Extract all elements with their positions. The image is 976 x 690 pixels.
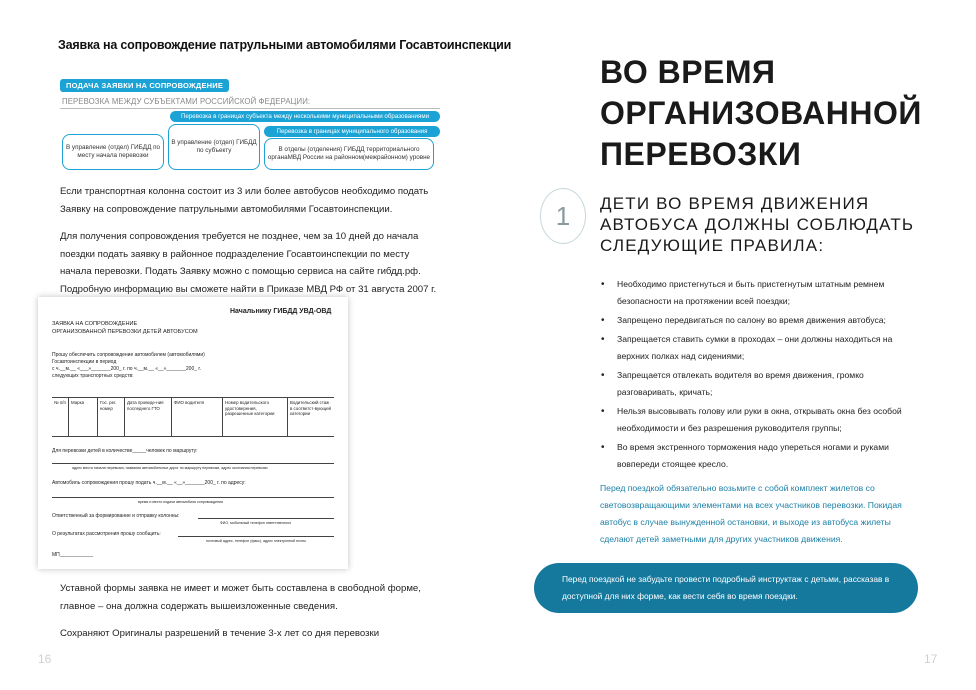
form-caption-responsible: ФИО, мобильный телефон ответственного [220, 521, 292, 525]
form-request-2: Госавтоинспекции в период [52, 359, 117, 365]
form-addressee: Начальнику ГИБДД УВД-ОВД [230, 308, 332, 315]
rule-text: Нельзя высовывать голову или руки в окна, открывать окна без особой необходимости и без разрешения руководителя группы; [617, 406, 902, 433]
title-line-1: ВО ВРЕМЯ [600, 54, 776, 90]
subheading-line-2: АВТОБУСА ДОЛЖНЫ СОБЛЮДАТЬ [600, 215, 915, 234]
rule-text: Запрещено передвигаться по салону во время движения автобуса; [617, 315, 886, 325]
left-page-title: Заявка на сопровождение патрульными автомобилями Госавтоинспекции [58, 38, 512, 52]
rule-item: • Запрещается отвлекать водителя во время движения, громко разговаривать, кричать; [601, 370, 864, 397]
right-page-title [600, 52, 922, 175]
rule-item: • Необходимо пристегнуться и быть пристегнутым штатным ремнем безопасности на протяжении всей поездки; [601, 279, 885, 306]
flow-box-subject: В управление (отдел) ГИБДД по субъекту [168, 124, 260, 170]
rule-item: • Запрещается ставить сумки в проходах – они должны находиться на верхних полках над сидениями; [601, 334, 893, 361]
subheading-line-1: ДЕТИ ВО ВРЕМЯ ДВИЖЕНИЯ [600, 194, 870, 213]
form-line-results: О результатах рассмотрения прошу сообщить: [52, 531, 161, 537]
subheading-line-3: СЛЕДУЮЩИЕ ПРАВИЛА: [600, 236, 825, 255]
page-number-left: 16 [38, 652, 52, 666]
flow-box-origin: В управление (отдел) ГИБДД по месту начала перевозки [62, 134, 164, 170]
paragraph-free-form: Уставной формы заявка не имеет и может быть составлена в свободной форме, главное – она должна содержать вышеизложенные сведения. [60, 583, 421, 612]
flow-subtitle: ПЕРЕВОЗКА МЕЖДУ СУБЪЕКТАМИ РОССИЙСКОЙ ФЕДЕРАЦИИ: [62, 97, 311, 106]
paragraph-retention: Сохраняют Оригиналы разрешений в течение 3-х лет со дня перевозки [60, 628, 380, 639]
flow-pill-intermunicipal: Перевозка в границах субъекта между несколькими муниципальными образованиями [170, 111, 440, 122]
form-line-escort: Автомобиль сопровождения прошу подать ч.__м.__ «__»_______200_ г. по адресу: [52, 480, 246, 486]
rules-subheading [600, 193, 914, 256]
form-line-responsible: Ответственный за формирование и отправку колонны: [52, 513, 180, 519]
form-request-3: с ч.__м.__ «___»_______200_ г. по ч.__м.__ «__»_______200_ г. [52, 366, 202, 372]
rules-list [600, 276, 920, 475]
form-caption-results: почтовый адрес, телефон (факс), адрес электронной почты [206, 539, 306, 543]
form-vehicle-table [52, 397, 334, 437]
page-number-right: 17 [924, 652, 938, 666]
vests-note: Перед поездкой обязательно возьмите с собой комплект жилетов со световозвращающими элементами на всех участников перевозки. Покидая автобус в случае вынужденной остановки, и выходе из автобуса жилеты сделают детей заметными для других участников движения. [600, 483, 902, 544]
form-caption-escort: время и место подачи автомобиля сопровождения [138, 500, 224, 504]
flow-pill-municipal: Перевозка в границах муниципального образования [264, 126, 440, 137]
form-col-brand: Марка [69, 398, 98, 436]
flow-divider [60, 108, 440, 109]
rule-text: Запрещается ставить сумки в проходах – они должны находиться на верхних полках над сидениями; [617, 334, 893, 361]
form-col-driver: ФИО водителя [172, 398, 223, 436]
form-heading-2: ОРГАНИЗОВАННОЙ ПЕРЕВОЗКИ ДЕТЕЙ АВТОБУСОМ [52, 329, 198, 335]
briefing-banner [534, 563, 918, 613]
application-form-image [38, 297, 348, 569]
form-line-children: Для перевозки детей в количестве_____человек по маршруту: [52, 448, 198, 454]
banner-text: Перед поездкой не забудьте провести подробный инструктаж с детьми, рассказав в доступной для них форме, как вести себя во время поездки. [562, 574, 890, 601]
form-heading-1: ЗАЯВКА НА СОПРОВОЖДЕНИЕ [52, 321, 138, 327]
form-col-plate: Гос. рег. номер [98, 398, 125, 436]
rule-item: • Нельзя высовывать голову или руки в окна, открывать окна без особой необходимости и без разрешения руководителя группы; [601, 406, 902, 433]
flow-tag: ПОДАЧА ЗАЯВКИ НА СОПРОВОЖДЕНИЕ [60, 79, 229, 92]
form-col-license: Номер водительского удостоверения, разрешенные категории [223, 398, 288, 436]
paragraph-procedure: Для получения сопровождения требуется не позднее, чем за 10 дней до начала поездки подать заявку в районное подразделение Госавтоинспекции по месту начала перевозки. Подать Заявку можно с помощью сервиса на сайте гибдд.рф. Подробную информацию вы сможете найти в Приказе МВД РФ от 31 августа 2007 г. [60, 231, 437, 295]
form-col-experience: Водительский стаж в соответст-вующей категории [290, 400, 331, 417]
rule-text: Необходимо пристегнуться и быть пристегнутым штатным ремнем безопасности на протяжении всей поездки; [617, 279, 885, 306]
paragraph-convoy: Если транспортная колонна состоит из 3 или более автобусов необходимо подать Заявку на сопровождение патрульными автомобилями Госавтоинспекции. [60, 186, 429, 215]
title-line-3: ПЕРЕВОЗКИ [600, 136, 802, 172]
rule-text: Во время экстренного торможения надо упереться ногами и руками вовпереди стоящее кресло. [617, 442, 889, 469]
form-caption-route: адрес места начала перевозки, названия автомобильных дорог по маршруту перевозки, адрес окончания перевозки [72, 466, 268, 470]
rule-text: Запрещается отвлекать водителя во время движения, громко разговаривать, кричать; [617, 370, 864, 397]
form-col-number: № п/п [52, 398, 69, 436]
rule-item: • Во время экстренного торможения надо упереться ногами и руками вовпереди стоящее кресло. [601, 442, 889, 469]
step-number-badge: 1 [540, 188, 586, 244]
form-request-4: следующих транспортных средств: [52, 373, 134, 379]
form-col-inspection: Дата проведе-ния последнего ГТО [125, 398, 172, 436]
rule-item: • Запрещено передвигаться по салону во время движения автобуса; [601, 315, 886, 326]
title-line-2: ОРГАНИЗОВАННОЙ [600, 95, 922, 131]
form-request-1: Прошу обеспечить сопровождение автомобилем (автомобилями) [52, 352, 205, 358]
form-stamp-place: МП____________ [52, 552, 94, 558]
flow-box-district: В отделы (отделения) ГИБДД территориального органаМВД России на районном(межрайонном) уровне [264, 138, 434, 170]
